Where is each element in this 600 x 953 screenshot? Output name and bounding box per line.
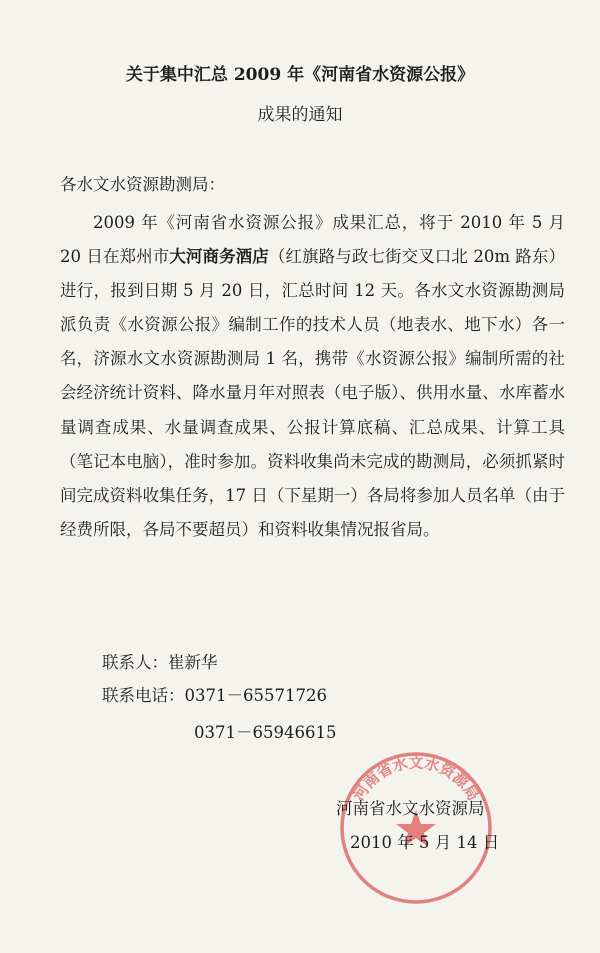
venue-name: 大河商务酒店 (169, 247, 269, 267)
contact-phone-1: 联系电话：0371－65571726 (102, 686, 327, 705)
body-text-part-1: 2009 年《河南省水资源公报》成果汇总，将于 2010 年 5 月 20 日在郑州市 (60, 213, 565, 267)
signature-organization: 河南省水文水资源局 (336, 799, 485, 818)
salutation: 各水文水资源勘测局： (60, 175, 225, 194)
signature-date: 2010 年 5 月 14 日 (350, 833, 500, 852)
contact-phone-2: 0371－65946615 (194, 723, 337, 742)
contact-person: 联系人：崔新华 (102, 653, 218, 672)
body-text-part-2: （红旗路与政七街交叉口北 20m 路东）进行，报到日期 5 月 20 日，汇总时间 12 天。各水文水资源勘测局派负责《水资源公报》编制工作的技术人员（地表水、地下水）各一名，济源水文水资源勘测局 1 名，携带《水资源公报》编制所需的社会经济统计资料、降水量月年对照表（电子版）、供用水量、水库蓄水量调查成果、水量调查成果、公报计算底稿、汇总成果、计算工具（笔记本电脑），准时参加。资料收集尚未完成的勘测局，必须抓紧时间完成资料收集任务，17 日（下星期一）各局将参加人员名单（由于经费所限，各局不要超员）和资料收集情况报省局。 (60, 247, 565, 539)
official-seal-icon (336, 748, 496, 908)
body-paragraph (60, 206, 565, 547)
title-line-1: 关于集中汇总 2009 年《河南省水资源公报》 (125, 65, 475, 85)
seal-text-path: 河南省水文水资源局 (349, 753, 483, 804)
title-line-2: 成果的通知 (257, 105, 343, 125)
